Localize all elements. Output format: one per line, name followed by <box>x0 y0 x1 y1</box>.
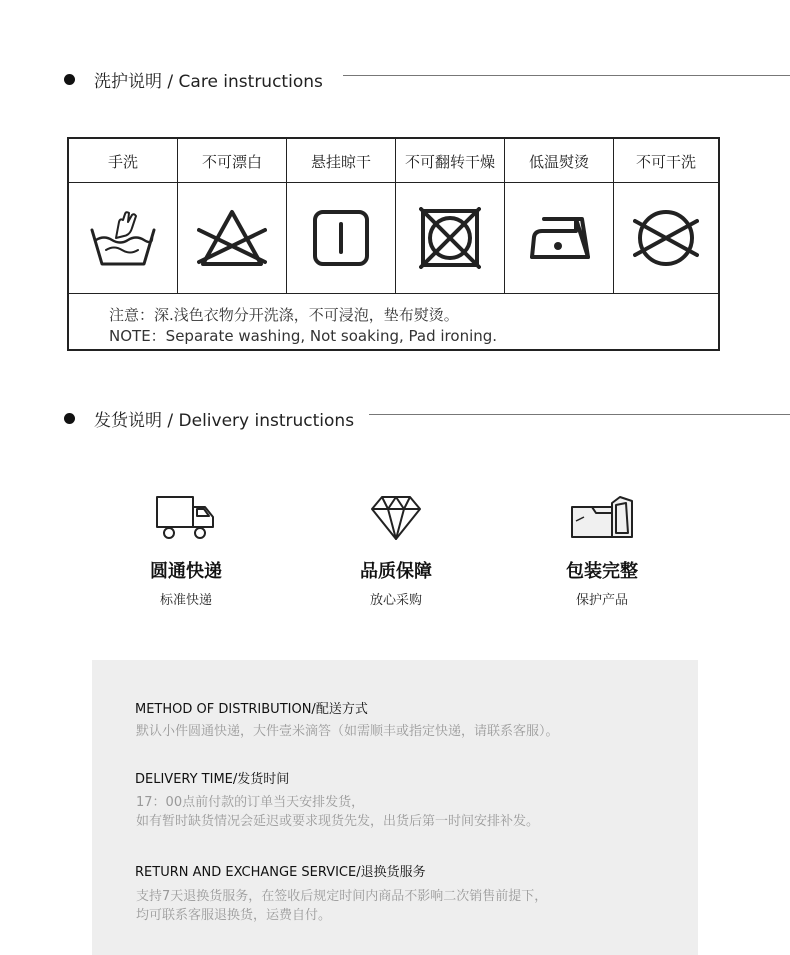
feature-packaging <box>522 493 682 608</box>
feature-subtitle: 放心采购 <box>369 593 422 608</box>
care-col-no-bleach: 不可漂白 <box>178 139 287 183</box>
care-col-no-dry-clean: 不可干洗 <box>635 152 696 171</box>
shipping-info-panel <box>92 660 698 955</box>
feature-quality <box>316 493 476 608</box>
time-text-2: 如有暂时缺货情况会延迟或要求现货先发，出货后第一时间安排补发。 <box>136 814 540 829</box>
hang-dry-icon <box>311 208 371 268</box>
return-text-2: 均可联系客服退换货，运费自付。 <box>136 908 332 923</box>
hand-wash-icon <box>88 208 158 268</box>
care-icon-cell <box>69 183 178 293</box>
care-icon-cell <box>396 183 505 293</box>
feature-title: 品质保障 <box>360 561 432 582</box>
care-section-header <box>64 67 323 92</box>
feature-express <box>106 493 266 608</box>
bullet-icon <box>64 413 75 424</box>
care-section-divider <box>343 75 790 76</box>
low-iron-icon <box>526 213 592 263</box>
return-heading: RETURN AND EXCHANGE SERVICE/退换货服务 <box>135 865 426 880</box>
care-col-hang-dry: 悬挂晾干 <box>287 139 396 183</box>
time-text-1: 17：00点前付款的订单当天安排发货， <box>136 795 365 810</box>
care-icon-cell <box>287 183 396 293</box>
method-text: 默认小件圆通快递，大件壹米滴答（如需顺丰或指定快递，请联系客服）。 <box>136 724 559 739</box>
delivery-section-header <box>64 406 354 431</box>
no-dry-clean-icon <box>633 207 699 269</box>
time-heading: DELIVERY TIME/发货时间 <box>135 772 290 787</box>
care-note-cn: 注意：深.浅色衣物分开洗涤，不可浸泡，垫布熨烫。 <box>109 306 459 324</box>
return-text-1: 支持7天退换货服务，在签收后规定时间内商品不影响二次销售前提下， <box>136 889 548 904</box>
truck-icon <box>155 493 217 541</box>
package-icon <box>568 493 636 541</box>
no-tumble-dry-icon <box>419 207 481 269</box>
care-icon-cell <box>614 183 718 293</box>
care-icon-cell <box>505 183 614 293</box>
care-section-title: 洗护说明 / Care instructions <box>94 72 323 92</box>
care-table <box>67 137 720 351</box>
care-note-en: NOTE：Separate washing, Not soaking, Pad ironing. <box>109 327 498 345</box>
diamond-icon <box>370 493 422 541</box>
no-bleach-icon <box>197 208 267 268</box>
care-col-hand-wash: 手洗 <box>69 139 178 183</box>
feature-title: 包装完整 <box>566 561 638 582</box>
delivery-section-divider <box>369 414 790 415</box>
care-col-low-iron: 低温熨烫 <box>505 139 614 183</box>
care-col-no-tumble-dry: 不可翻转干燥 <box>396 139 505 183</box>
delivery-section-title: 发货说明 / Delivery instructions <box>94 411 355 431</box>
feature-subtitle: 标准快递 <box>159 593 212 608</box>
method-heading: METHOD OF DISTRIBUTION/配送方式 <box>135 702 368 717</box>
feature-title: 圆通快递 <box>150 561 222 582</box>
care-note <box>109 305 497 347</box>
care-table-divider <box>69 293 718 294</box>
bullet-icon <box>64 74 75 85</box>
care-icon-cell <box>178 183 287 293</box>
feature-subtitle: 保护产品 <box>575 593 628 608</box>
